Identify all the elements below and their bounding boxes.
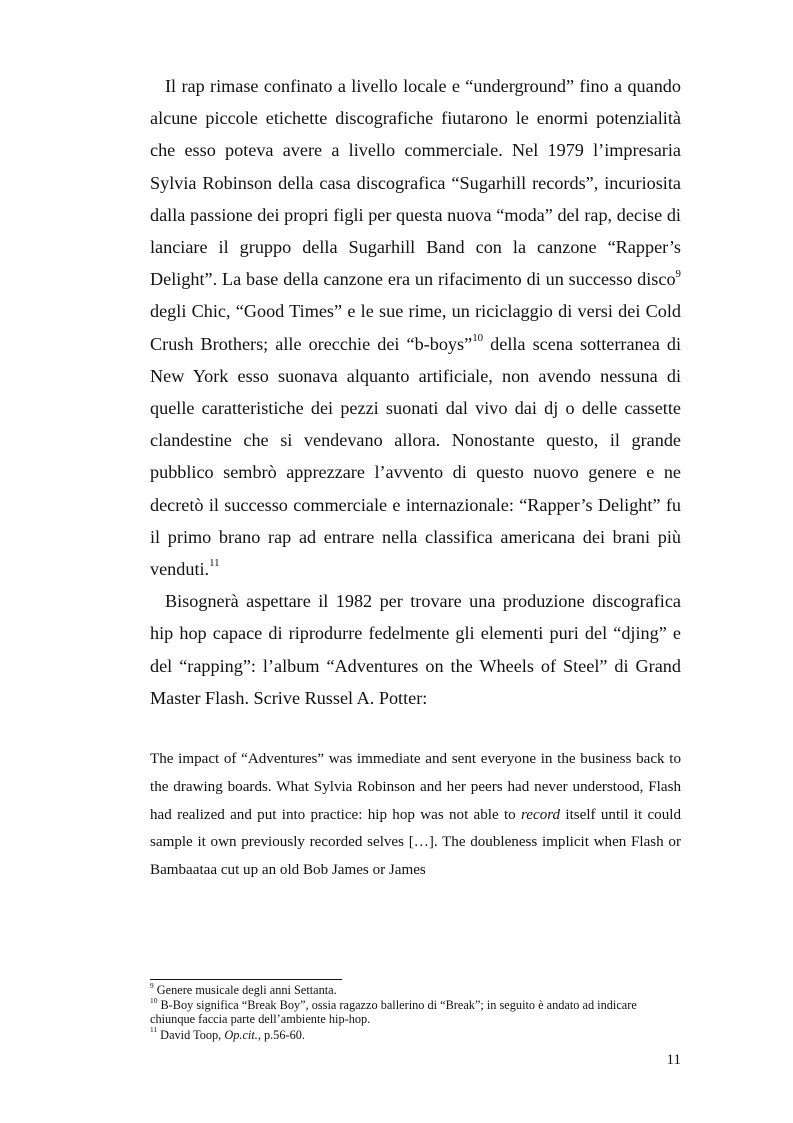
footnote-ref-11[interactable]: 11: [209, 557, 220, 570]
footnote-11: [150, 1025, 681, 1042]
footnotes: [150, 980, 681, 1043]
paragraph-text: degli Chic, “Good Times” e le sue rime, un riciclaggio di versi dei Cold Crush Brothers; alle orecchie dei “b-boys”: [150, 301, 681, 354]
footnote-divider: [150, 979, 342, 980]
footnote-9: [150, 980, 681, 997]
footnote-ref-9[interactable]: 9: [675, 267, 681, 280]
footnote-text: David Toop,: [157, 1027, 225, 1042]
footnote-text: B-Boy significa “Break Boy”, ossia ragazzo ballerino di “Break”; in seguito è andato ad indicare chiunque faccia parte dell’ambiente hip-hop.: [150, 998, 637, 1027]
footnote-number: 10: [150, 996, 158, 1006]
footnote-text: , p.56-60.: [257, 1027, 305, 1042]
footnote-ref-10[interactable]: 10: [472, 331, 484, 344]
block-quote: [150, 746, 681, 885]
paragraph-text: Il rap rimase confinato a livello locale e “underground” fino a quando alcune piccole etichette discografiche fiutarono le enormi potenzialità che esso poteva avere a livello commerciale. Nel 1979 l’impresaria Sylvia Robinson della casa discografica “Sugarhill records”, incuriosita dalla passione dei propri figli per questa nuova “moda” del rap, decise di lanciare il gruppo della Sugarhill Band con la canzone “Rapper’s Delight”. La base della canzone era un rifacimento di un successo disco: [150, 76, 681, 290]
page-number: 11: [666, 1052, 681, 1068]
paragraph-text: della scena sotterranea di New York esso suonava alquanto artificiale, non avendo nessuna di quelle caratteristiche dei pezzi suonati dal vivo dai dj o delle cassette clandestine che si vendevano allora. Nonostante questo, il grande pubblico sembrò apprezzare l’avvento di questo nuovo genere e ne decretò il successo commerciale e internazionale: “Rapper’s Delight” fu il primo brano rap ad entrare nella classifica americana dei brani più venduti.: [150, 333, 682, 580]
paragraph-rap-origins: [150, 70, 681, 585]
quote-emphasis: record: [520, 806, 561, 823]
body-text: [150, 70, 681, 714]
footnote-number: 9: [150, 980, 154, 990]
footnote-10: [150, 998, 681, 1026]
quote-text: The impact of “Adventures” was immediate and sent everyone in the business back to the drawing boards. What Sylvia Robinson and her peers had never understood, Flash had realized and put into practice: hip hop was not able to: [150, 751, 681, 823]
quote-text: itself until it could sample it own previously recorded selves […]. The doubleness implicit when Flash or Bambaataa cut up an old Bob James or James: [150, 806, 681, 879]
paragraph-grand-master-flash: Bisognerà aspettare il 1982 per trovare una produzione discografica hip hop capace di riprodurre fedelmente gli elementi puri del “djing” e del “rapping”: l’album “Adventures on the Wheels of Steel” di Grand Master Flash. Scrive Russel A. Potter:: [150, 591, 681, 708]
footnote-number: 11: [150, 1025, 158, 1035]
footnote-text: Genere musicale degli anni Settanta.: [153, 983, 337, 997]
quote-paragraph: [150, 746, 681, 885]
footnote-emphasis: Op.cit.: [224, 1027, 258, 1042]
